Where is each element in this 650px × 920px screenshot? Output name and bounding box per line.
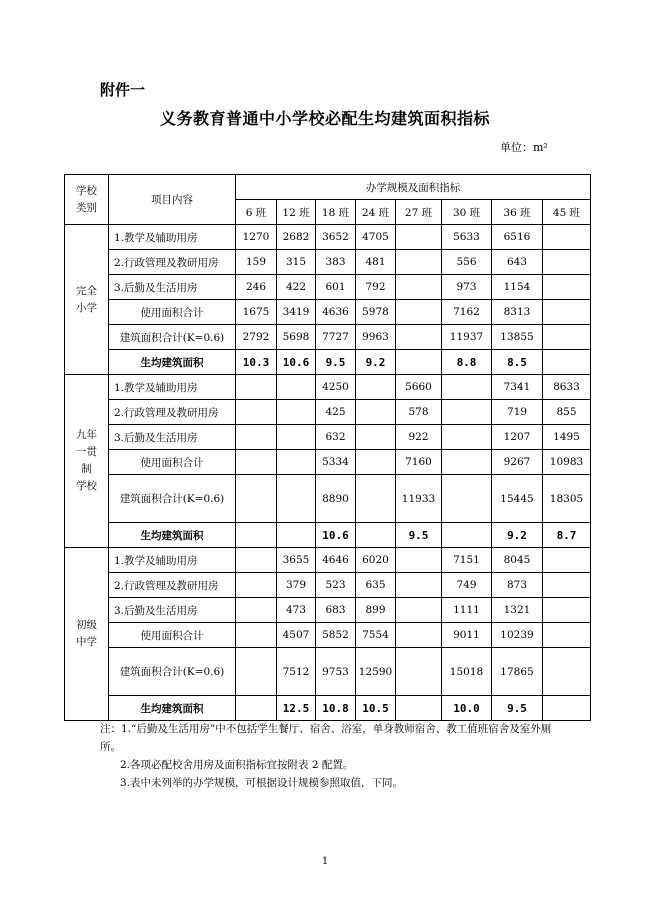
value-cell: 7341 — [492, 375, 543, 400]
value-cell — [396, 250, 442, 275]
note-1: 注：1.“后勤及生活用房”中不包括学生餐厅、宿舍、浴室，单身教师宿舍、教工值班宿舍及室外厕所。 — [100, 723, 552, 753]
value-cell: 792 — [356, 275, 396, 300]
header-scale: 30 班 — [442, 200, 492, 225]
value-cell: 9.2 — [356, 350, 396, 375]
value-cell: 13855 — [492, 325, 543, 350]
note-3: 3.表中未列举的办学规模，可根据设计规模参照取值，下同。 — [120, 777, 404, 789]
value-cell — [236, 548, 277, 573]
value-cell — [236, 475, 277, 523]
table-row — [65, 250, 591, 275]
value-cell: 8.8 — [442, 350, 492, 375]
row-label: 使用面积合计 — [109, 450, 236, 475]
value-cell: 10.0 — [442, 696, 492, 721]
row-label: 使用面积合计 — [109, 300, 236, 325]
header-scale: 6 班 — [236, 200, 277, 225]
value-cell: 5633 — [442, 225, 492, 250]
value-cell — [236, 696, 277, 721]
value-cell — [543, 623, 591, 648]
value-cell: 1270 — [236, 225, 277, 250]
value-cell — [442, 375, 492, 400]
value-cell: 1154 — [492, 275, 543, 300]
value-cell: 10983 — [543, 450, 591, 475]
value-cell — [543, 250, 591, 275]
value-cell — [396, 573, 442, 598]
value-cell: 2792 — [236, 325, 277, 350]
value-cell: 5978 — [356, 300, 396, 325]
value-cell: 1321 — [492, 598, 543, 623]
row-label: 2.行政管理及教研用房 — [109, 573, 236, 598]
school-type-cell — [65, 375, 109, 548]
table-row — [65, 300, 591, 325]
header-scale: 27 班 — [396, 200, 442, 225]
value-cell: 473 — [277, 598, 316, 623]
value-cell: 601 — [316, 275, 356, 300]
value-cell — [356, 425, 396, 450]
value-cell — [396, 598, 442, 623]
value-cell — [236, 523, 277, 548]
value-cell: 899 — [356, 598, 396, 623]
table-row — [65, 450, 591, 475]
value-cell: 481 — [356, 250, 396, 275]
school-type-label: 初级 中学 — [76, 619, 97, 648]
value-cell — [442, 523, 492, 548]
value-cell — [543, 648, 591, 696]
value-cell — [396, 300, 442, 325]
value-cell — [543, 573, 591, 598]
table-row — [65, 225, 591, 250]
value-cell — [396, 350, 442, 375]
value-cell: 9267 — [492, 450, 543, 475]
value-cell: 10.5 — [356, 696, 396, 721]
row-label: 3.后勤及生活用房 — [109, 275, 236, 300]
value-cell: 9.5 — [316, 350, 356, 375]
value-cell: 5698 — [277, 325, 316, 350]
value-cell — [442, 475, 492, 523]
value-cell: 922 — [396, 425, 442, 450]
value-cell: 17865 — [492, 648, 543, 696]
value-cell: 10239 — [492, 623, 543, 648]
value-cell — [356, 450, 396, 475]
value-cell: 578 — [396, 400, 442, 425]
table-row — [65, 623, 591, 648]
row-label: 1.教学及辅助用房 — [109, 548, 236, 573]
value-cell: 873 — [492, 573, 543, 598]
area-index-table — [64, 174, 591, 721]
header-item: 项目内容 — [109, 175, 236, 225]
value-cell — [543, 300, 591, 325]
value-cell — [396, 225, 442, 250]
table-row — [65, 275, 591, 300]
value-cell: 10.6 — [277, 350, 316, 375]
value-cell — [236, 400, 277, 425]
value-cell: 379 — [277, 573, 316, 598]
table-row — [65, 425, 591, 450]
value-cell — [442, 400, 492, 425]
value-cell: 635 — [356, 573, 396, 598]
value-cell: 9753 — [316, 648, 356, 696]
value-cell — [543, 325, 591, 350]
value-cell: 523 — [316, 573, 356, 598]
value-cell: 12.5 — [277, 696, 316, 721]
value-cell — [236, 598, 277, 623]
value-cell — [277, 400, 316, 425]
value-cell: 246 — [236, 275, 277, 300]
value-cell: 749 — [442, 573, 492, 598]
value-cell: 10.3 — [236, 350, 277, 375]
page-number: 1 — [321, 856, 329, 867]
header-scale: 45 班 — [543, 200, 591, 225]
value-cell: 683 — [316, 598, 356, 623]
value-cell: 383 — [316, 250, 356, 275]
value-cell: 7162 — [442, 300, 492, 325]
value-cell — [236, 623, 277, 648]
value-cell: 7512 — [277, 648, 316, 696]
value-cell: 1111 — [442, 598, 492, 623]
value-cell: 8045 — [492, 548, 543, 573]
value-cell: 1675 — [236, 300, 277, 325]
value-cell — [543, 225, 591, 250]
school-type-label: 完全 小学 — [76, 284, 97, 314]
value-cell — [543, 548, 591, 573]
value-cell — [356, 475, 396, 523]
value-cell: 5660 — [396, 375, 442, 400]
notes — [100, 720, 570, 792]
value-cell — [277, 425, 316, 450]
table-row — [65, 400, 591, 425]
value-cell: 10.8 — [316, 696, 356, 721]
value-cell: 9.5 — [396, 523, 442, 548]
value-cell — [356, 375, 396, 400]
value-cell: 7160 — [396, 450, 442, 475]
header-row — [65, 175, 591, 200]
value-cell — [356, 400, 396, 425]
value-cell — [236, 573, 277, 598]
row-label: 3.后勤及生活用房 — [109, 425, 236, 450]
table-row — [65, 325, 591, 350]
value-cell: 425 — [316, 400, 356, 425]
value-cell: 5334 — [316, 450, 356, 475]
value-cell: 9.2 — [492, 523, 543, 548]
value-cell: 4646 — [316, 548, 356, 573]
value-cell: 15018 — [442, 648, 492, 696]
value-cell: 8633 — [543, 375, 591, 400]
value-cell: 11933 — [396, 475, 442, 523]
value-cell: 643 — [492, 250, 543, 275]
row-label: 建筑面积合计(K=0.6) — [109, 648, 236, 696]
table-row — [65, 475, 591, 523]
value-cell: 4705 — [356, 225, 396, 250]
header-scale: 36 班 — [492, 200, 543, 225]
value-cell: 11937 — [442, 325, 492, 350]
value-cell: 10.6 — [316, 523, 356, 548]
value-cell — [396, 623, 442, 648]
value-cell — [442, 425, 492, 450]
value-cell: 556 — [442, 250, 492, 275]
row-label: 3.后勤及生活用房 — [109, 598, 236, 623]
header-scale-group: 办学规模及面积指标 — [236, 175, 591, 200]
row-label: 1.教学及辅助用房 — [109, 225, 236, 250]
value-cell — [277, 375, 316, 400]
row-label: 生均建筑面积 — [109, 350, 236, 375]
value-cell — [277, 475, 316, 523]
row-label: 建筑面积合计(K=0.6) — [109, 475, 236, 523]
note-2: 2.各项必配校舍用房及面积指标宜按附表 2 配置。 — [120, 759, 354, 771]
value-cell — [396, 548, 442, 573]
value-cell — [236, 450, 277, 475]
value-cell: 632 — [316, 425, 356, 450]
value-cell: 159 — [236, 250, 277, 275]
row-label: 生均建筑面积 — [109, 696, 236, 721]
table-row — [65, 573, 591, 598]
value-cell — [396, 648, 442, 696]
value-cell — [543, 350, 591, 375]
school-type-cell — [65, 225, 109, 375]
table-row — [65, 648, 591, 696]
value-cell: 6020 — [356, 548, 396, 573]
value-cell — [236, 648, 277, 696]
header-school-type: 学校 类别 — [65, 175, 109, 225]
value-cell: 4250 — [316, 375, 356, 400]
value-cell: 9963 — [356, 325, 396, 350]
table-row — [65, 548, 591, 573]
value-cell: 2682 — [277, 225, 316, 250]
table-row — [65, 375, 591, 400]
value-cell — [236, 375, 277, 400]
value-cell: 1495 — [543, 425, 591, 450]
school-type-cell — [65, 548, 109, 721]
value-cell: 6516 — [492, 225, 543, 250]
value-cell: 9011 — [442, 623, 492, 648]
value-cell: 5852 — [316, 623, 356, 648]
value-cell — [442, 450, 492, 475]
header-scale: 12 班 — [277, 200, 316, 225]
value-cell: 4636 — [316, 300, 356, 325]
value-cell: 422 — [277, 275, 316, 300]
value-cell — [277, 523, 316, 548]
value-cell: 1207 — [492, 425, 543, 450]
value-cell — [236, 425, 277, 450]
value-cell: 7151 — [442, 548, 492, 573]
header-scale: 18 班 — [316, 200, 356, 225]
table-row — [65, 350, 591, 375]
value-cell: 12590 — [356, 648, 396, 696]
value-cell: 4507 — [277, 623, 316, 648]
value-cell: 18305 — [543, 475, 591, 523]
value-cell — [356, 523, 396, 548]
value-cell: 8.7 — [543, 523, 591, 548]
attachment-label: 附件一 — [100, 81, 146, 99]
row-label: 2.行政管理及教研用房 — [109, 250, 236, 275]
table-row — [65, 598, 591, 623]
row-label: 2.行政管理及教研用房 — [109, 400, 236, 425]
value-cell: 315 — [277, 250, 316, 275]
page-title: 义务教育普通中小学校必配生均建筑面积指标 — [159, 109, 490, 128]
value-cell — [396, 696, 442, 721]
value-cell — [543, 598, 591, 623]
value-cell: 8.5 — [492, 350, 543, 375]
value-cell: 3419 — [277, 300, 316, 325]
value-cell: 7727 — [316, 325, 356, 350]
school-type-label: 九年 一贯 制 学校 — [76, 429, 97, 492]
value-cell: 3655 — [277, 548, 316, 573]
value-cell: 855 — [543, 400, 591, 425]
value-cell — [543, 275, 591, 300]
value-cell: 9.5 — [492, 696, 543, 721]
row-label: 1.教学及辅助用房 — [109, 375, 236, 400]
value-cell — [543, 696, 591, 721]
value-cell: 8890 — [316, 475, 356, 523]
value-cell: 7554 — [356, 623, 396, 648]
value-cell: 973 — [442, 275, 492, 300]
row-label: 使用面积合计 — [109, 623, 236, 648]
value-cell: 3652 — [316, 225, 356, 250]
table-row — [65, 696, 591, 721]
value-cell: 719 — [492, 400, 543, 425]
value-cell — [396, 325, 442, 350]
table-row — [65, 523, 591, 548]
value-cell — [277, 450, 316, 475]
value-cell — [396, 275, 442, 300]
value-cell: 15445 — [492, 475, 543, 523]
row-label: 生均建筑面积 — [109, 523, 236, 548]
unit-label: 单位：m² — [500, 141, 548, 154]
value-cell: 8313 — [492, 300, 543, 325]
row-label: 建筑面积合计(K=0.6) — [109, 325, 236, 350]
header-scale: 24 班 — [356, 200, 396, 225]
